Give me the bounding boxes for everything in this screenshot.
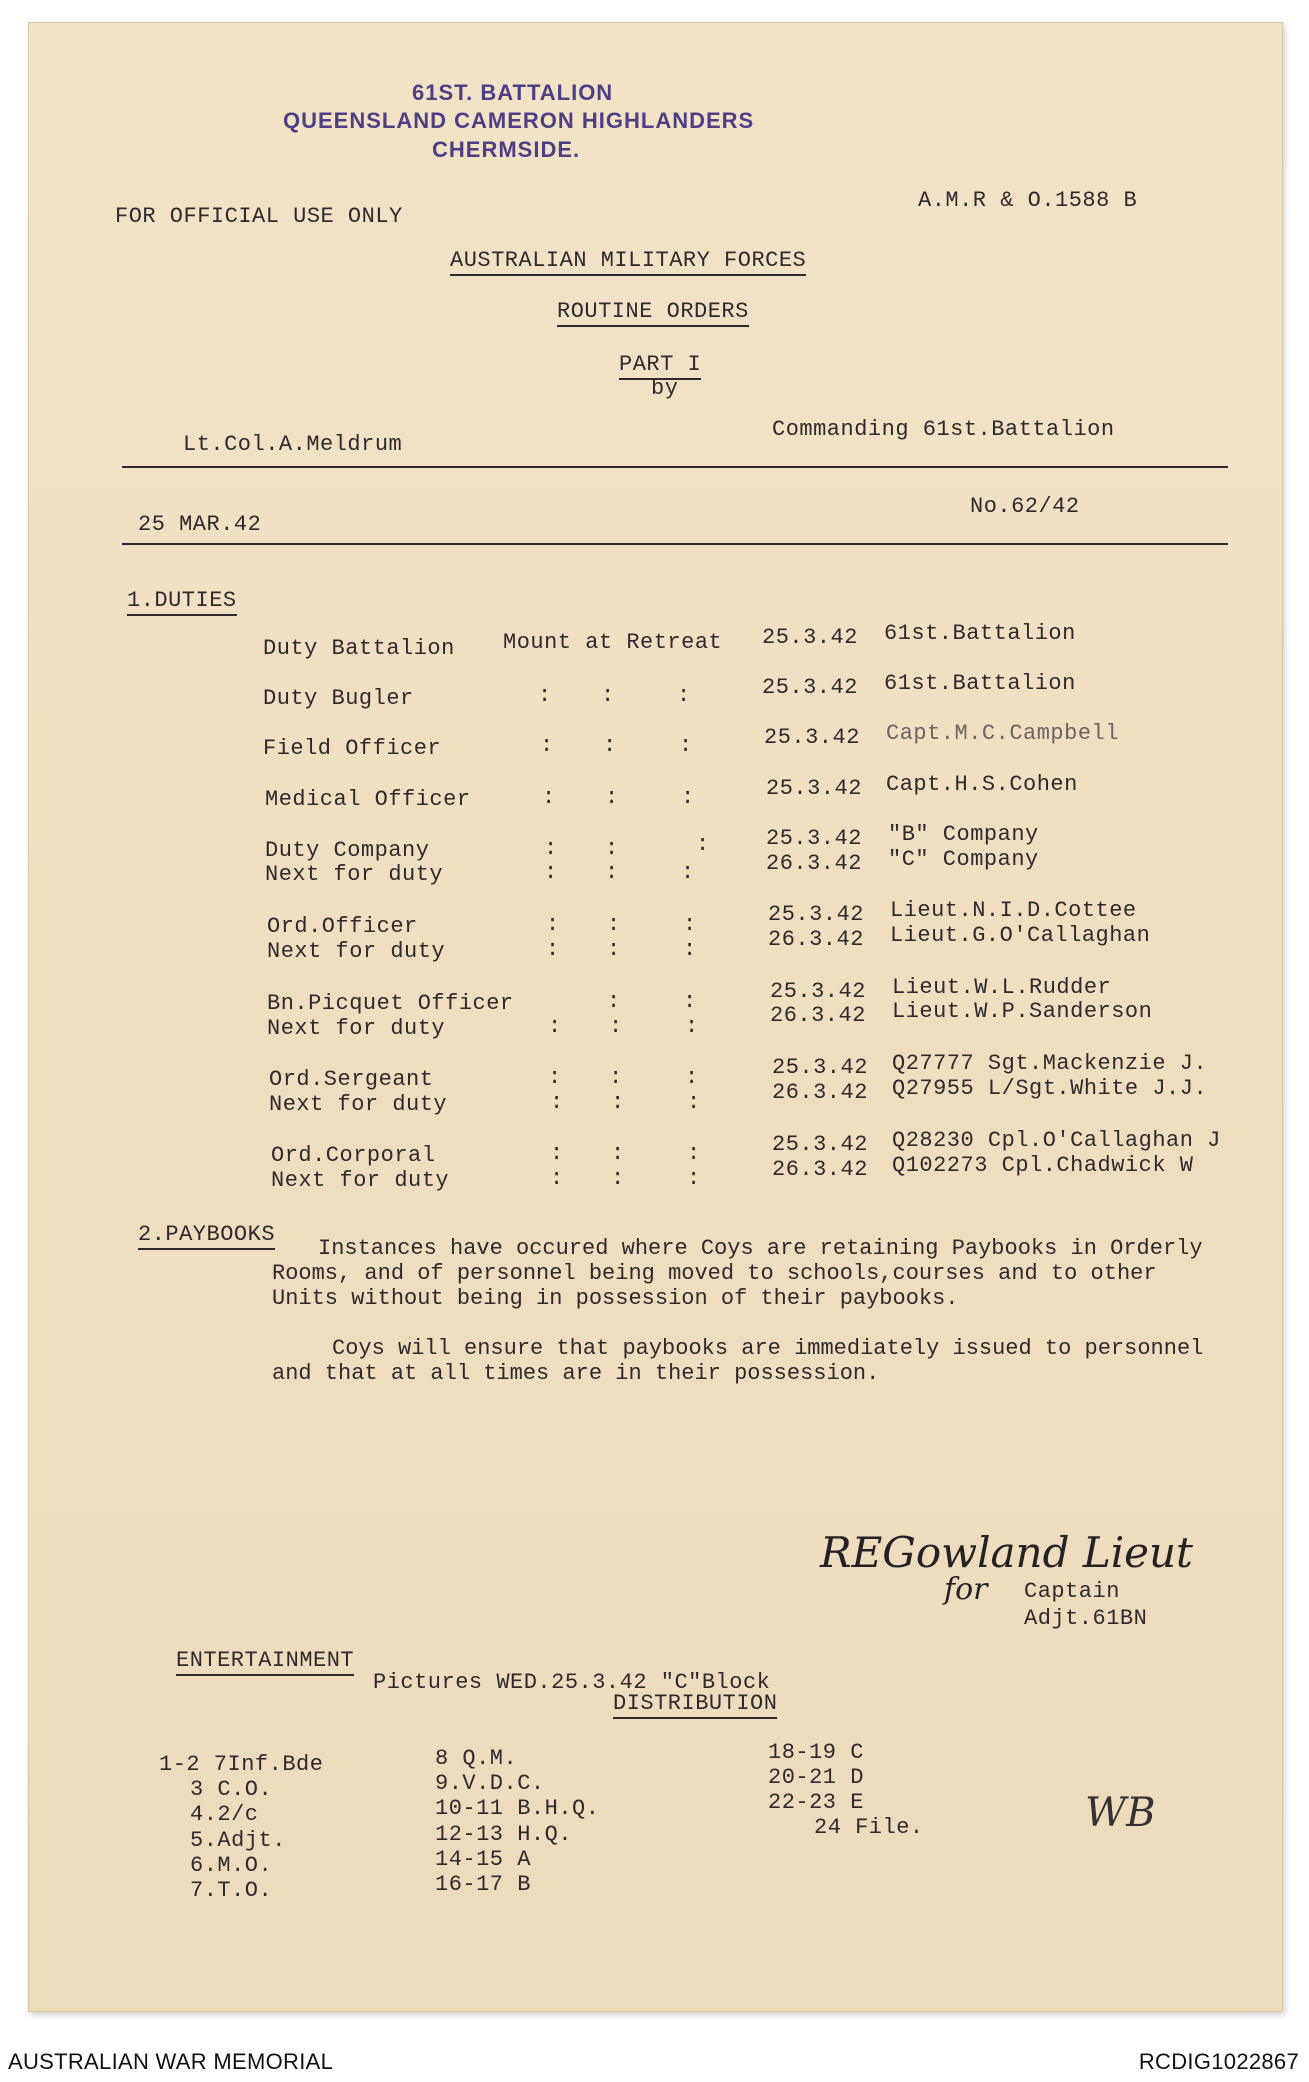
distribution-heading: DISTRIBUTION xyxy=(613,1691,777,1719)
duty-assignee: Lieut.W.P.Sanderson xyxy=(892,999,1153,1024)
footer-archive-name: AUSTRALIAN WAR MEMORIAL xyxy=(8,2049,334,2074)
ditto-mark: : xyxy=(685,1014,699,1039)
distribution-item: 1-2 7Inf.Bde xyxy=(159,1752,324,1777)
ditto-mark: : xyxy=(548,1065,562,1090)
duty-mount: Mount at Retreat xyxy=(503,630,723,655)
handwritten-signature: REGowland Lieut xyxy=(820,1528,1193,1577)
duty-assignee: Lieut.G.O'Callaghan xyxy=(890,923,1151,948)
duty-date: 25.3.42 xyxy=(766,776,862,801)
duty-date: 25.3.42 xyxy=(770,979,866,1004)
duty-date: 25.3.42 xyxy=(762,675,858,700)
distribution-item: 6.M.O. xyxy=(190,1853,273,1878)
duty-date: 26.3.42 xyxy=(768,927,864,952)
distribution-item: 3 C.O. xyxy=(190,1777,273,1802)
duty-role: Next for duty xyxy=(267,939,446,964)
ditto-mark: : xyxy=(683,937,697,962)
ditto-mark: : xyxy=(679,733,693,758)
ditto-mark: : xyxy=(687,1090,701,1115)
signatory-rank: Captain xyxy=(1024,1579,1120,1604)
duty-role: Ord.Officer xyxy=(267,914,418,939)
ditto-mark: : xyxy=(607,989,621,1014)
paybooks-heading: 2.PAYBOOKS xyxy=(138,1222,275,1250)
duty-date: 25.3.42 xyxy=(768,902,864,927)
ditto-mark: : xyxy=(609,1014,623,1039)
ditto-mark: : xyxy=(681,860,695,885)
duty-role: Next for duty xyxy=(265,862,444,887)
ditto-mark: : xyxy=(605,836,619,861)
stamp-battalion: 61ST. BATTALION xyxy=(412,80,614,105)
ditto-mark: : xyxy=(687,1141,701,1166)
distribution-item: 8 Q.M. xyxy=(435,1746,518,1771)
duty-role: Medical Officer xyxy=(265,787,471,812)
ditto-mark: : xyxy=(681,785,695,810)
duty-date: 26.3.42 xyxy=(772,1157,868,1182)
duty-assignee: Q102273 Cpl.Chadwick W xyxy=(892,1153,1194,1178)
duties-heading: 1.DUTIES xyxy=(127,588,237,616)
duty-date: 26.3.42 xyxy=(770,1003,866,1028)
ditto-mark: : xyxy=(696,832,710,857)
paybooks-paragraph-2: Coys will ensure that paybooks are immediately issued to personnel and that at all times are in their possession. xyxy=(272,1336,1204,1386)
duty-assignee: Lieut.W.L.Rudder xyxy=(892,975,1112,1000)
duty-date: 25.3.42 xyxy=(766,826,862,851)
duty-date: 25.3.42 xyxy=(772,1055,868,1080)
duty-role: Duty Battalion xyxy=(263,636,455,661)
duty-assignee: Q27777 Sgt.Mackenzie J. xyxy=(892,1051,1208,1076)
ditto-mark: : xyxy=(544,836,558,861)
stamp-regiment: QUEENSLAND CAMERON HIGHLANDERS xyxy=(283,108,755,133)
duty-assignee: Lieut.N.I.D.Cottee xyxy=(890,898,1137,923)
ditto-mark: : xyxy=(685,1065,699,1090)
ditto-mark: : xyxy=(611,1141,625,1166)
official-use-label: FOR OFFICIAL USE ONLY xyxy=(115,204,403,229)
ditto-mark: : xyxy=(542,785,556,810)
ditto-mark: : xyxy=(548,1014,562,1039)
ditto-mark: : xyxy=(603,733,617,758)
distribution-item: 18-19 C xyxy=(768,1740,864,1765)
document-title: AUSTRALIAN MILITARY FORCES xyxy=(450,248,806,276)
distribution-item: 24 File. xyxy=(814,1815,924,1840)
ditto-mark: : xyxy=(607,912,621,937)
duty-date: 26.3.42 xyxy=(772,1080,868,1105)
distribution-item: 4.2/c xyxy=(190,1802,259,1827)
reference-number: A.M.R & O.1588 B xyxy=(918,188,1138,213)
distribution-item: 12-13 H.Q. xyxy=(435,1822,573,1847)
ditto-mark: : xyxy=(607,937,621,962)
distribution-item: 20-21 D xyxy=(768,1765,864,1790)
duty-role: Duty Bugler xyxy=(263,686,414,711)
distribution-item: 22-23 E xyxy=(768,1790,864,1815)
duty-role: Duty Company xyxy=(265,838,430,863)
duty-assignee: "C" Company xyxy=(888,847,1039,872)
part-label: PART I xyxy=(619,352,701,380)
ditto-mark: : xyxy=(687,1166,701,1191)
ditto-mark: : xyxy=(683,989,697,1014)
commanding-label: Commanding 61st.Battalion xyxy=(772,417,1115,442)
duty-assignee: "B" Company xyxy=(888,822,1039,847)
distribution-item: 16-17 B xyxy=(435,1872,531,1897)
duty-date: 25.3.42 xyxy=(772,1132,868,1157)
order-number: No.62/42 xyxy=(970,494,1080,519)
distribution-item: 10-11 B.H.Q. xyxy=(435,1796,600,1821)
signatory-role: Adjt.61BN xyxy=(1024,1606,1148,1631)
ditto-mark: : xyxy=(601,683,615,708)
ditto-mark: : xyxy=(550,1090,564,1115)
handwritten-initials: WB xyxy=(1085,1790,1156,1836)
footer-record-id: RCDIG1022867 xyxy=(1138,2049,1299,2074)
duty-role: Next for duty xyxy=(271,1168,450,1193)
ditto-mark: : xyxy=(546,912,560,937)
duty-date: 25.3.42 xyxy=(762,625,858,650)
paybooks-paragraph-1: Instances have occured where Coys are retaining Paybooks in Orderly Rooms, and of personnel being moved to schools,courses and to other Units without being in possession of their paybooks. xyxy=(272,1236,1203,1311)
officer-name: Lt.Col.A.Meldrum xyxy=(183,432,403,457)
duty-role: Next for duty xyxy=(269,1092,448,1117)
ditto-mark: : xyxy=(544,860,558,885)
duty-assignee: Q28230 Cpl.O'Callaghan J xyxy=(892,1128,1221,1153)
ditto-mark: : xyxy=(546,937,560,962)
entertainment-heading: ENTERTAINMENT xyxy=(176,1648,354,1676)
by-label: by xyxy=(651,376,679,401)
entertainment-text: Pictures WED.25.3.42 "C"Block xyxy=(373,1670,771,1695)
stamp-location: CHERMSIDE. xyxy=(432,137,581,162)
ditto-mark: : xyxy=(677,683,691,708)
ditto-mark: : xyxy=(538,683,552,708)
duty-date: 25.3.42 xyxy=(764,725,860,750)
duty-assignee: 61st.Battalion xyxy=(884,621,1076,646)
distribution-item: 5.Adjt. xyxy=(190,1828,286,1853)
duty-date: 26.3.42 xyxy=(766,851,862,876)
ditto-mark: : xyxy=(550,1141,564,1166)
duty-assignee: Capt.H.S.Cohen xyxy=(886,772,1078,797)
duty-role: Field Officer xyxy=(263,736,442,761)
ditto-mark: : xyxy=(605,785,619,810)
distribution-item: 9.V.D.C. xyxy=(435,1771,545,1796)
ditto-mark: : xyxy=(611,1166,625,1191)
duty-role: Ord.Sergeant xyxy=(269,1067,434,1092)
header-rule-bottom xyxy=(122,543,1228,545)
header-rule-top xyxy=(122,466,1228,468)
ditto-mark: : xyxy=(550,1166,564,1191)
distribution-item: 14-15 A xyxy=(435,1847,531,1872)
duty-assignee: 61st.Battalion xyxy=(884,671,1076,696)
duty-assignee: Capt.M.C.Campbell xyxy=(886,721,1119,746)
duty-role: Ord.Corporal xyxy=(271,1143,436,1168)
duty-assignee: Q27955 L/Sgt.White J.J. xyxy=(892,1076,1208,1101)
ditto-mark: : xyxy=(611,1090,625,1115)
distribution-item: 7.T.O. xyxy=(190,1878,273,1903)
ditto-mark: : xyxy=(609,1065,623,1090)
ditto-mark: : xyxy=(683,912,697,937)
ditto-mark: : xyxy=(605,860,619,885)
duty-role: Bn.Picquet Officer xyxy=(267,991,514,1016)
document-subtitle: ROUTINE ORDERS xyxy=(557,299,749,327)
handwritten-for: for xyxy=(944,1572,988,1607)
duty-role: Next for duty xyxy=(267,1016,446,1041)
ditto-mark: : xyxy=(540,733,554,758)
order-date: 25 MAR.42 xyxy=(138,512,262,537)
